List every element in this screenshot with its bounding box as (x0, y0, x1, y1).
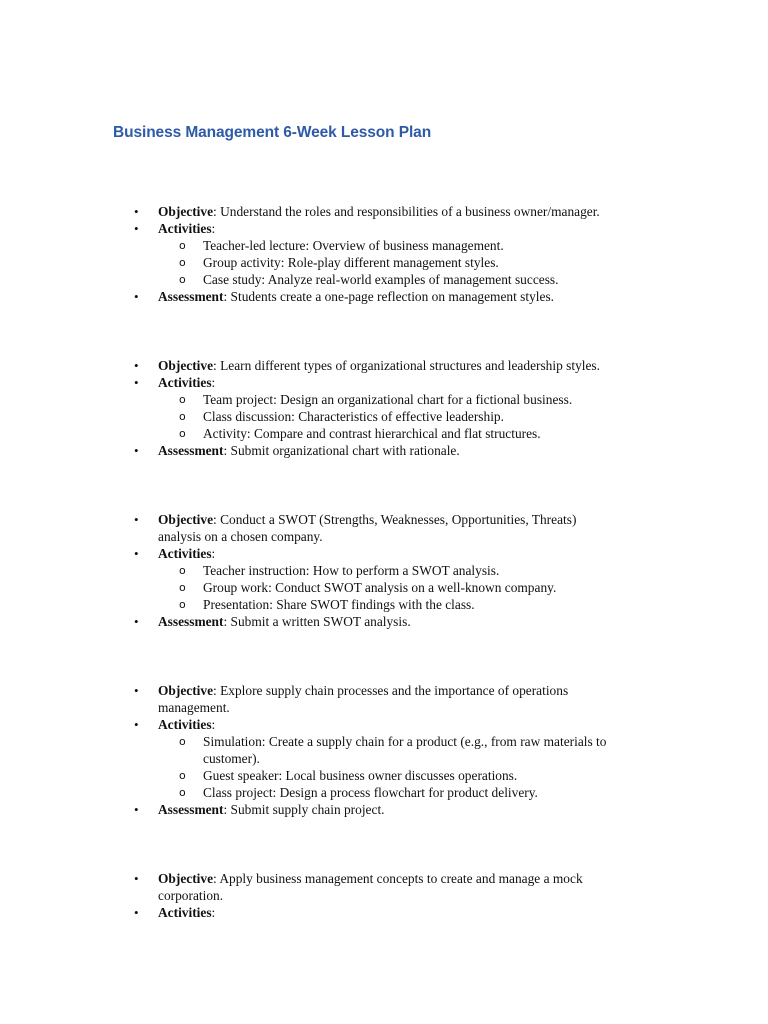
assessment-item: • Assessment: Students create a one-page reflection on management styles. (134, 289, 555, 304)
activity-item: o Teacher-led lecture: Overview of business management. (179, 238, 504, 253)
assessment-label: Assessment (158, 443, 224, 458)
activities-item: • Activities: (134, 221, 216, 236)
activities-label: Activities (158, 546, 212, 561)
activity-item: o Presentation: Share SWOT findings with the class. (179, 597, 475, 612)
week-3-section (0, 511, 768, 630)
document-title: Business Management 6-Week Lesson Plan (113, 124, 432, 141)
objective-item: • Objective: Understand the roles and responsibilities of a business owner/manager. (134, 204, 600, 219)
assessment-label: Assessment (158, 289, 224, 304)
assessment-item: • Assessment: Submit a written SWOT analysis. (134, 614, 411, 629)
objective-continuation: corporation. (158, 888, 224, 903)
activity-item: o Teacher instruction: How to perform a SWOT analysis. (179, 563, 500, 578)
activity-item: o Group work: Conduct SWOT analysis on a well-known company. (179, 580, 557, 595)
activity-item: o Guest speaker: Local business owner discusses operations. (179, 768, 518, 783)
objective-label: Objective (158, 358, 214, 373)
activities-label: Activities (158, 905, 212, 920)
objective-text: : Understand the roles and responsibilities of a business owner/manager. (213, 204, 600, 219)
assessment-text: : Submit supply chain project. (223, 802, 385, 817)
objective-label: Objective (158, 512, 214, 527)
activity-continuation: customer). (203, 751, 260, 766)
activities-item: • Activities: (134, 905, 216, 920)
objective-item: • Objective: Explore supply chain processes and the importance of operations (134, 683, 569, 698)
activities-item: • Activities: (134, 375, 216, 390)
activities-label: Activities (158, 375, 212, 390)
activity-item: o Activity: Compare and contrast hierarchical and flat structures. (179, 426, 541, 441)
activity-item: o Team project: Design an organizational chart for a fictional business. (179, 392, 573, 407)
objective-item: • Objective: Conduct a SWOT (Strengths, Weaknesses, Opportunities, Threats) (134, 512, 577, 527)
assessment-item: • Assessment: Submit supply chain project. (134, 802, 385, 817)
objective-text: : Conduct a SWOT (Strengths, Weaknesses, Opportunities, Threats) (213, 512, 577, 527)
activity-item: o Case study: Analyze real-world examples of management success. (179, 272, 559, 287)
objective-label: Objective (158, 204, 214, 219)
objective-item: • Objective: Apply business management concepts to create and manage a mock (134, 871, 583, 886)
objective-continuation: analysis on a chosen company. (158, 529, 323, 544)
week-5-section (0, 870, 768, 921)
assessment-item: • Assessment: Submit organizational chart with rationale. (134, 443, 460, 458)
objective-label: Objective (158, 683, 214, 698)
objective-label: Objective (158, 871, 214, 886)
week-2-section (0, 357, 768, 459)
activity-item: o Class discussion: Characteristics of effective leadership. (179, 409, 504, 424)
objective-text: : Learn different types of organizational structures and leadership styles. (213, 358, 600, 373)
activity-item: o Group activity: Role-play different management styles. (179, 255, 499, 270)
activities-item: • Activities: (134, 717, 216, 732)
assessment-label: Assessment (158, 614, 224, 629)
activity-item: o Class project: Design a process flowchart for product delivery. (179, 785, 538, 800)
assessment-text: : Submit a written SWOT analysis. (223, 614, 411, 629)
week-1-section (0, 203, 768, 305)
assessment-text: : Students create a one-page reflection on management styles. (223, 289, 555, 304)
assessment-label: Assessment (158, 802, 224, 817)
objective-item: • Objective: Learn different types of organizational structures and leadership styles. (134, 358, 600, 373)
activities-label: Activities (158, 717, 212, 732)
assessment-text: : Submit organizational chart with rationale. (223, 443, 460, 458)
activity-item: o Simulation: Create a supply chain for a product (e.g., from raw materials to (179, 734, 607, 749)
objective-continuation: management. (158, 700, 230, 715)
objective-text: : Apply business management concepts to create and manage a mock (213, 871, 583, 886)
activities-label: Activities (158, 221, 212, 236)
activities-item: • Activities: (134, 546, 216, 561)
objective-text: : Explore supply chain processes and the importance of operations (213, 683, 569, 698)
week-4-section (0, 682, 768, 818)
